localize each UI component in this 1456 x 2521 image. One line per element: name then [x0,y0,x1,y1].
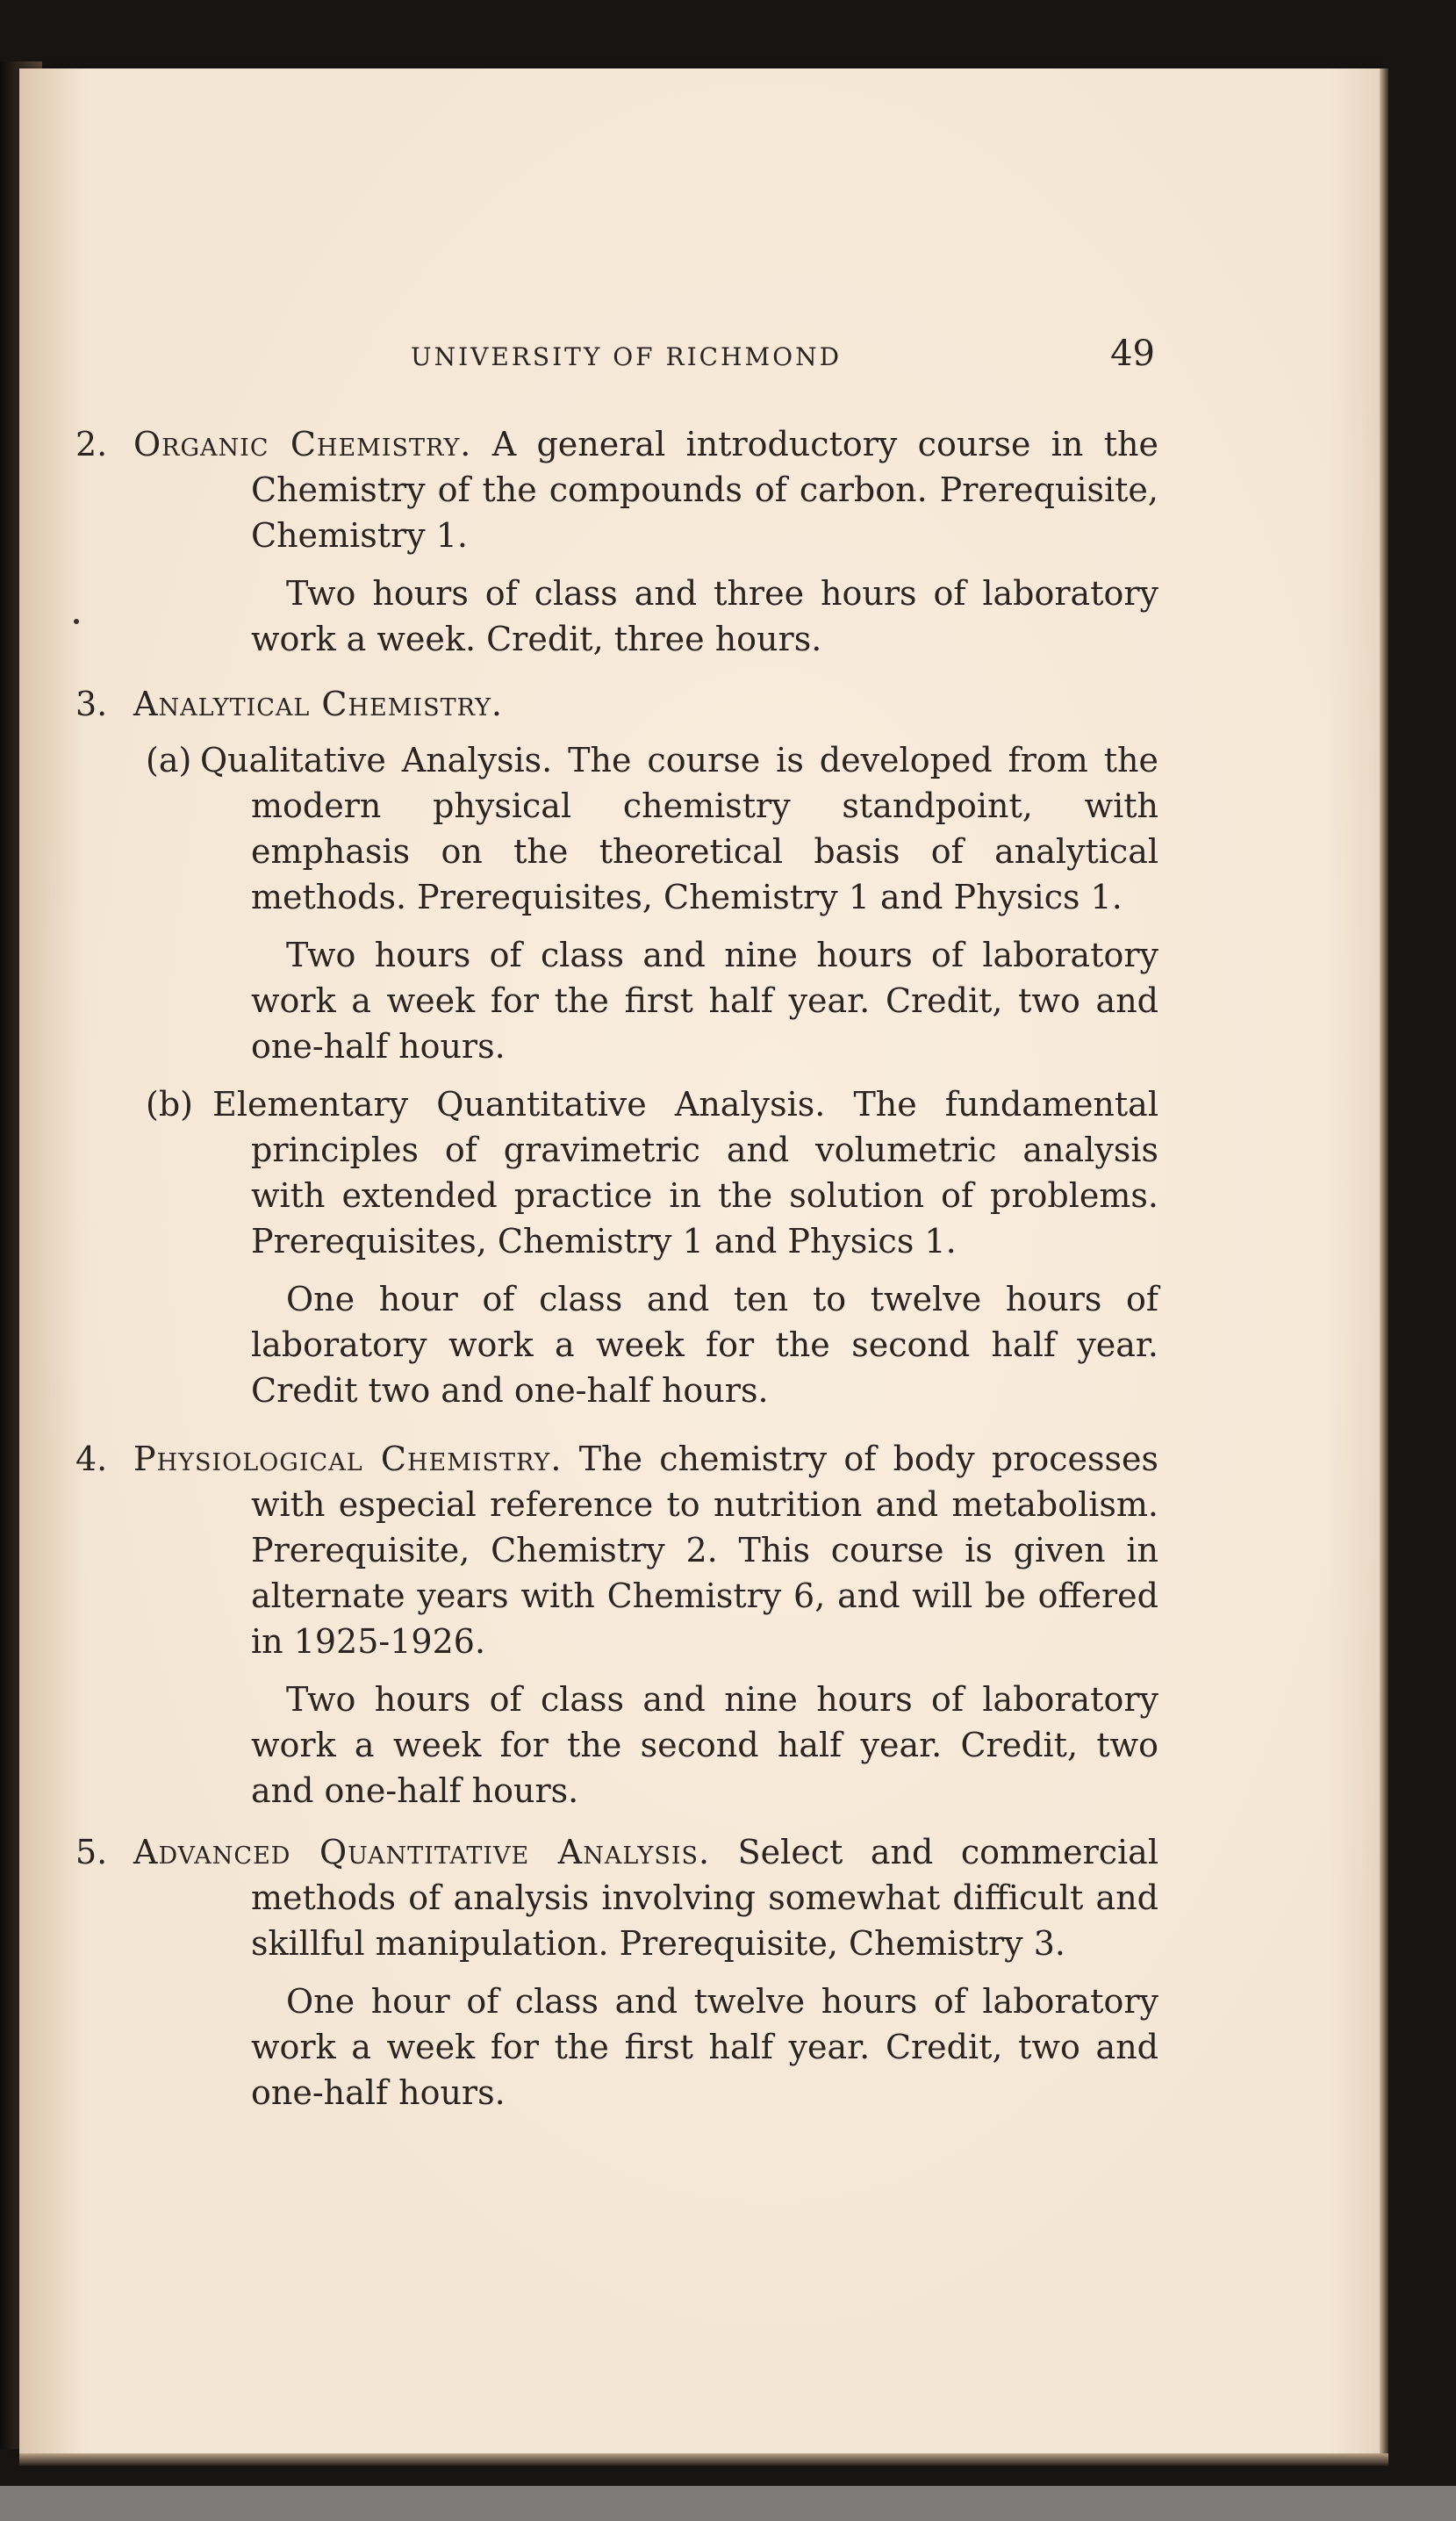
course-number: 3. [75,685,108,723]
course-description-text: A general introductory course in the Chemistry of the compounds of carbon. Prerequisite, Chemistry 1. [251,425,1158,555]
scanner-bed-strip [0,2486,1456,2521]
course-number: 2. [75,425,108,463]
course-description [75,421,1158,558]
course-heading [75,681,1158,727]
course-number: 4. [75,1440,108,1478]
subpart-description-text: Elementary Quantitative Analysis. The fundamental principles of gravimetric and volumetric analysis with extended practice in the solution of problems. Prerequisites, Chemistry 1 and Physics 1. [212,1085,1158,1260]
subpart-schedule: Two hours of class and nine hours of laboratory work a week for the first half year. Credit, two and one-half hours. [251,936,1158,1066]
course-title: Advanced Quantitative Analysis. [133,1833,711,1871]
course-entry-physiological-chemistry [75,1436,1158,1814]
subpart-b [75,1081,1158,1413]
course-entry-organic-chemistry [75,421,1158,662]
course-title: Organic Chemistry. [133,425,472,463]
page-number: 49 [1110,334,1155,374]
running-head [411,334,1158,386]
course-title: Physiological Chemistry. [133,1440,563,1478]
subpart-a [75,737,1158,1069]
course-description-text: Select and commercial methods of analysis involving somewhat difficult and skillful manipulation. Prerequisite, Chemistry 3. [251,1833,1158,1963]
subpart-description [75,1081,1158,1264]
course-schedule: Two hours of class and three hours of laboratory work a week. Credit, three hours. [251,574,1158,658]
running-title: UNIVERSITY OF RICHMOND [411,342,843,371]
course-entry-analytical-chemistry [75,681,1158,1413]
course-description-text: The chemistry of body processes with especial reference to nutrition and metabolism. Prerequisite, Chemistry 2. This course is given in alternate years with Chemistry 6, and will be offered in 1925-1926. [251,1440,1158,1661]
course-description [75,1436,1158,1664]
course-title: Analytical Chemistry. [133,685,503,723]
course-schedule: One hour of class and twelve hours of laboratory work a week for the first half year. Credit, two and one-half hours. [251,1982,1158,2112]
subpart-label: (a) [146,741,192,779]
course-number: 5. [75,1833,108,1871]
subpart-schedule: One hour of class and ten to twelve hours of laboratory work a week for the second half year. Credit two and one-half hours. [251,1280,1158,1410]
course-entry-advanced-quantitative-analysis [75,1829,1158,2115]
course-description [75,1829,1158,1966]
course-schedule: Two hours of class and nine hours of laboratory work a week for the second half year. Credit, two and one-half hours. [251,1680,1158,1810]
subpart-label: (b) [146,1085,193,1124]
page-right-edge [1380,68,1388,2456]
page-bottom-edge [19,2453,1388,2466]
subpart-description-text: Qualitative Analysis. The course is developed from the modern physical chemistry standpoint, with emphasis on the theoretical basis of analytical methods. Prerequisites, Chemistry 1 and Physics 1. [199,741,1158,916]
subpart-description [75,737,1158,920]
